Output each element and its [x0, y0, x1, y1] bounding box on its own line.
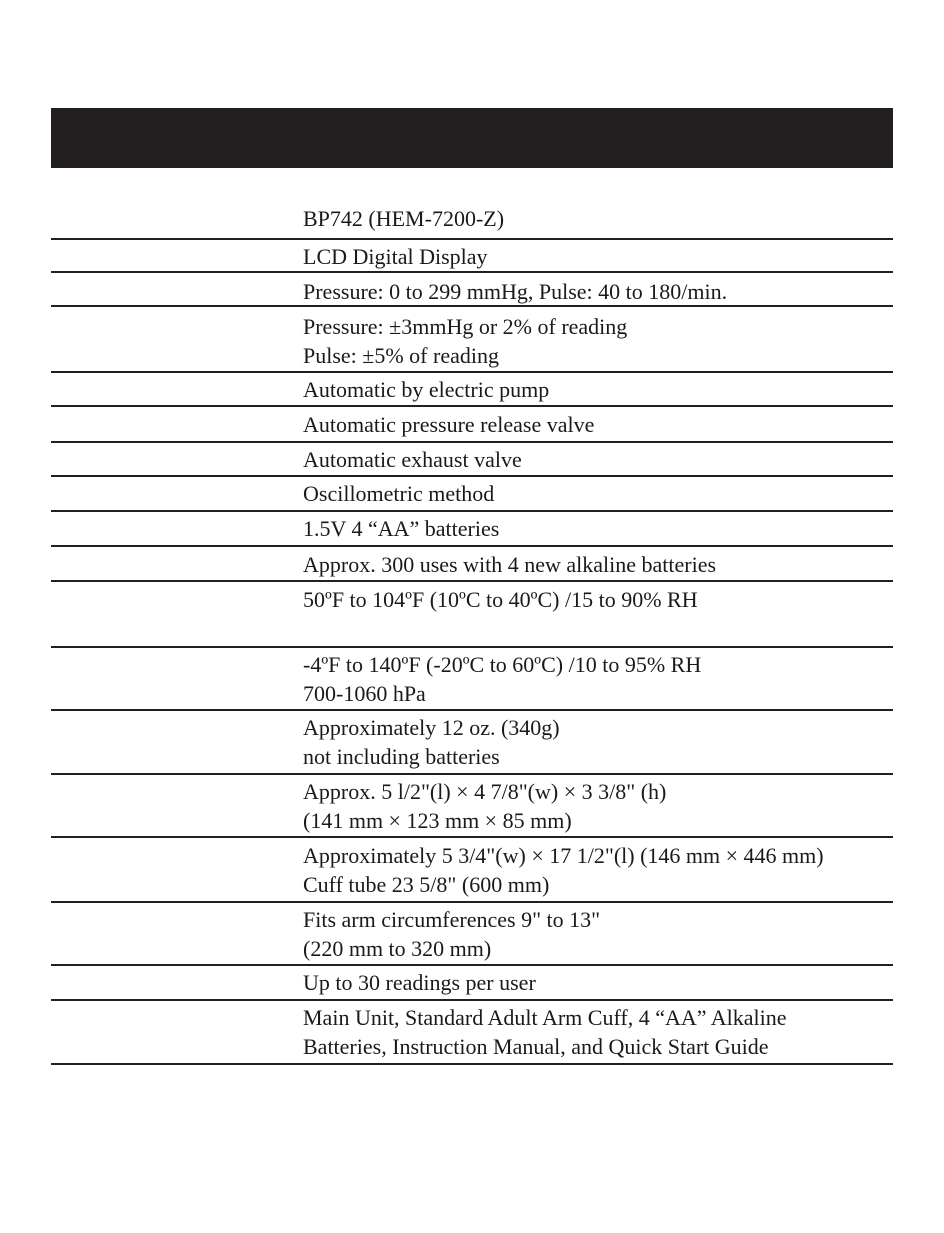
- spec-value-line: Approximately 12 oz. (340g): [303, 715, 560, 740]
- spec-value-line: Pressure: 0 to 299 mmHg, Pulse: 40 to 180/min.: [303, 279, 728, 304]
- spec-row-rapid-exhaust: [51, 443, 893, 477]
- spec-value: [303, 968, 893, 997]
- spec-row-measurement-range: [51, 273, 893, 307]
- spec-value-line: Batteries, Instruction Manual, and Quick Start Guide: [303, 1034, 769, 1059]
- specifications-table: [51, 204, 893, 1065]
- spec-value: [303, 204, 893, 233]
- spec-value-line: BP742 (HEM-7200-Z): [303, 206, 505, 231]
- spec-row-operating-conditions: [51, 582, 893, 648]
- spec-value-line: 1.5V 4 “AA” batteries: [303, 516, 500, 541]
- spec-row-inflation: [51, 373, 893, 407]
- spec-row-measurement-method: [51, 477, 893, 512]
- spec-value-line: Oscillometric method: [303, 481, 495, 506]
- spec-row-cuff-circumference: [51, 903, 893, 966]
- spec-value-line: 700-1060 hPa: [303, 681, 426, 706]
- spec-value: [303, 777, 893, 835]
- spec-value-line: Cuff tube 23 5/8" (600 mm): [303, 872, 550, 897]
- spec-value: [303, 277, 893, 306]
- section-header-bar: [51, 108, 893, 168]
- spec-value-line: 50ºF to 104ºF (10ºC to 40ºC) /15 to 90% RH: [303, 587, 698, 612]
- spec-value-line: Main Unit, Standard Adult Arm Cuff, 4 “AA” Alkaline: [303, 1005, 787, 1030]
- spec-value-line: (141 mm × 123 mm × 85 mm): [303, 808, 572, 833]
- spec-value-line: Approx. 5 l/2"(l) × 4 7/8"(w) × 3 3/8" (h): [303, 779, 667, 804]
- spec-value: [303, 514, 893, 543]
- spec-value-line: Approx. 300 uses with 4 new alkaline batteries: [303, 552, 717, 577]
- spec-value-line: -4ºF to 140ºF (-20ºC to 60ºC) /10 to 95% RH: [303, 652, 702, 677]
- spec-value: [303, 1003, 893, 1061]
- spec-value-line: Up to 30 readings per user: [303, 970, 536, 995]
- spec-value-line: (220 mm to 320 mm): [303, 936, 492, 961]
- spec-value: [303, 410, 893, 439]
- spec-value-line: Automatic exhaust valve: [303, 447, 522, 472]
- spec-value: [303, 479, 893, 508]
- spec-value-line: Approximately 5 3/4"(w) × 17 1/2"(l) (146 mm × 446 mm): [303, 843, 824, 868]
- spec-row-power-source: [51, 512, 893, 547]
- spec-row-display: [51, 240, 893, 273]
- spec-value-line: not including batteries: [303, 744, 500, 769]
- spec-value-line: LCD Digital Display: [303, 244, 488, 269]
- spec-row-cuff-size: [51, 838, 893, 903]
- spec-value-line: Pressure: ±3mmHg or 2% of reading: [303, 314, 628, 339]
- spec-value: [303, 312, 893, 370]
- spec-value: [303, 585, 893, 614]
- spec-value: [303, 550, 893, 579]
- spec-value: [303, 841, 893, 899]
- spec-value: [303, 242, 893, 271]
- spec-value-line: Automatic pressure release valve: [303, 412, 595, 437]
- spec-row-deflation: [51, 407, 893, 443]
- spec-row-weight: [51, 711, 893, 775]
- spec-row-memory: [51, 966, 893, 1001]
- spec-row-accuracy: [51, 307, 893, 373]
- spec-row-model: [51, 204, 893, 240]
- spec-row-battery-life: [51, 547, 893, 582]
- spec-value: [303, 905, 893, 963]
- spec-value-line: Fits arm circumferences 9" to 13": [303, 907, 601, 932]
- spec-row-storage-conditions: [51, 648, 893, 711]
- spec-value: [303, 650, 893, 708]
- spec-value: [303, 713, 893, 771]
- spec-value: [303, 375, 893, 404]
- spec-value-line: Automatic by electric pump: [303, 377, 550, 402]
- spec-row-contents: [51, 1001, 893, 1065]
- spec-value-line: Pulse: ±5% of reading: [303, 343, 499, 368]
- spec-row-dimensions: [51, 775, 893, 838]
- spec-value: [303, 445, 893, 474]
